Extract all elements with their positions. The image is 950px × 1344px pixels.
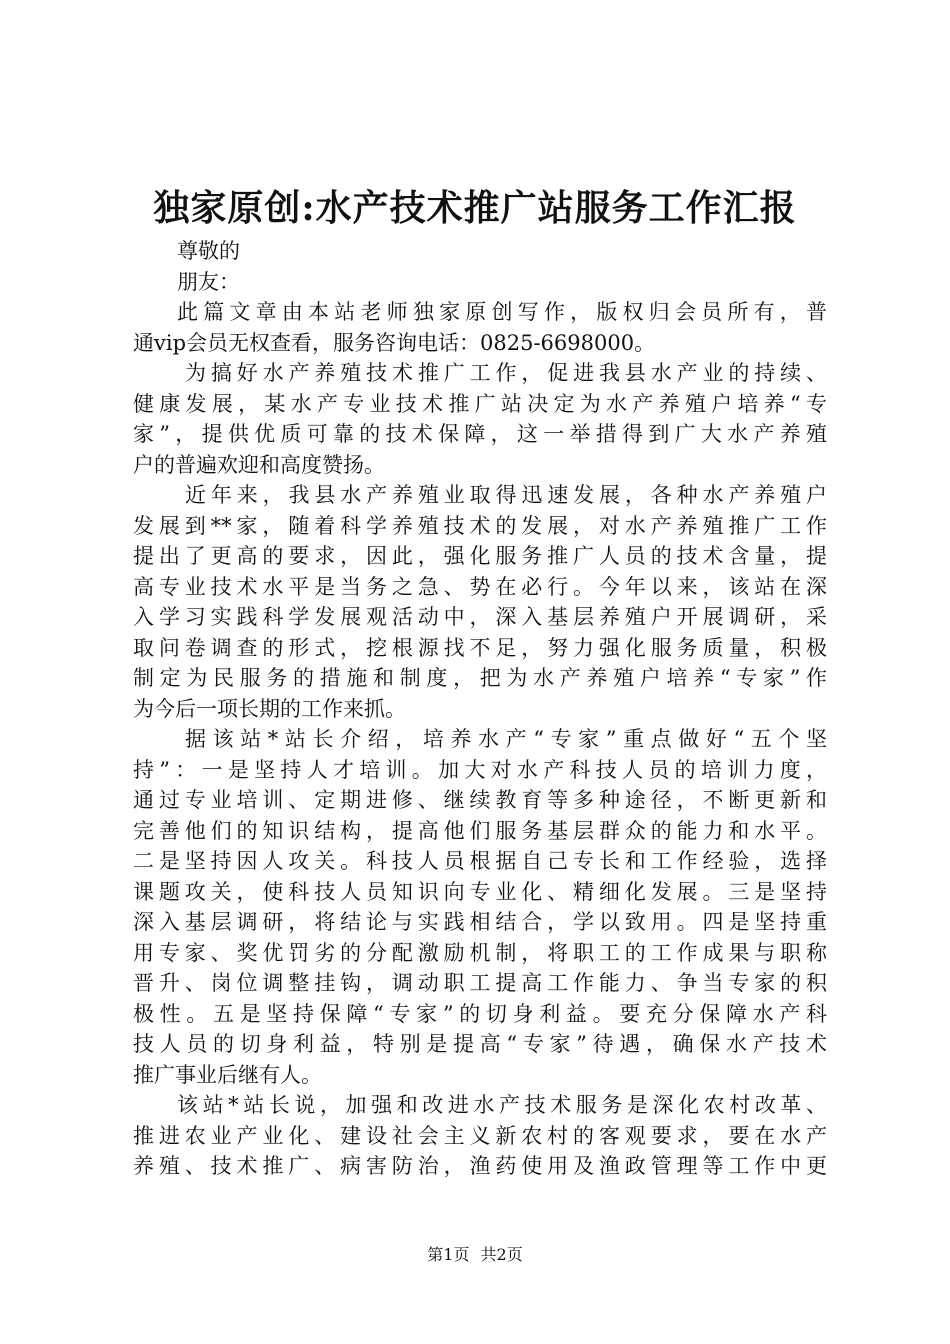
paragraph-line: 晋升、岗位调整挂钩，调动职工提高工作能力、争当专家的积: [133, 971, 827, 995]
paragraph-line: 发展到**家，随着科学养殖技术的发展，对水产养殖推广工作: [133, 513, 827, 538]
paragraph-line: 健康发展，某水产专业技术推广站决定为水产养殖户培养“专: [133, 391, 827, 416]
paragraph: [133, 1090, 827, 1182]
paragraph-line: 养殖、技术推广、病害防治，渔药使用及渔政管理等工作中更: [133, 1154, 827, 1178]
paragraph-line: 提出了更高的要求，因此，强化服务推广人员的技术含量，提: [133, 544, 827, 568]
paragraph: [133, 297, 827, 358]
paragraph-line: 为今后一项长期的工作来抓。: [133, 696, 406, 721]
paragraph-line: 深入基层调研，将结论与实践相结合，学以致用。四是坚持重: [133, 910, 827, 934]
paragraph: [133, 358, 827, 480]
paragraph: [133, 724, 827, 1090]
paragraph-line: 为搞好水产养殖技术推广工作，促进我县水产业的持续、: [185, 361, 827, 385]
paragraph-line: 据该站*站长介绍，培养水产“专家”重点做好“五个坚: [185, 727, 827, 751]
paragraph-line: 极性。五是坚持保障“专家”的切身利益。要充分保障水产科: [133, 1001, 827, 1026]
paragraph-line: 技人员的切身利益，特别是提高“专家”待遇，确保水产技术: [133, 1032, 827, 1056]
page-footer: [0, 1244, 950, 1266]
document-title: 独家原创:水产技术推广站服务工作汇报: [153, 187, 797, 229]
paragraph-line: 户的普遍欢迎和高度赞扬。: [133, 452, 385, 477]
paragraph-line: 通过专业培训、定期进修、继续教育等多种途径，不断更新和: [133, 788, 827, 812]
salutation-line: 朋友：: [177, 269, 240, 294]
page-total: 共2页: [480, 1245, 523, 1264]
paragraph: [133, 480, 827, 724]
paragraph-line: 制定为民服务的措施和制度，把为水产养殖户培养“专家”作: [133, 666, 827, 690]
paragraph-line: 完善他们的知识结构，提高他们服务基层群众的能力和水平。: [133, 818, 827, 843]
page-number: 第1页: [427, 1245, 470, 1264]
paragraph-line: 近年来，我县水产养殖业取得迅速发展，各种水产养殖户: [185, 483, 827, 507]
paragraph-line: 课题攻关，使科技人员知识向专业化、精细化发展。三是坚持: [133, 879, 827, 904]
paragraph-line: 推广事业后继有人。: [133, 1062, 322, 1087]
paragraph-line: 家”，提供优质可靠的技术保障，这一举措得到广大水产养殖: [133, 422, 827, 446]
salutation-line: 尊敬的: [177, 239, 240, 263]
document-body: [133, 236, 827, 1182]
paragraph-line: 推进农业产业化、建设社会主义新农村的客观要求，要在水产: [133, 1123, 827, 1148]
paragraph-line: 高专业技术水平是当务之急、势在必行。今年以来，该站在深: [133, 574, 827, 599]
paragraph-line: 用专家、奖优罚劣的分配激励机制，将职工的工作成果与职称: [133, 940, 827, 965]
paragraph-line: 二是坚持因人攻关。科技人员根据自己专长和工作经验，选择: [133, 849, 827, 873]
paragraph-line: 通vip会员无权查看，服务咨询电话：0825-6698000。: [133, 330, 656, 355]
paragraph-line: 入学习实践科学发展观活动中，深入基层养殖户开展调研，采: [133, 605, 827, 629]
paragraph-line: 此篇文章由本站老师独家原创写作，版权归会员所有，普: [177, 300, 827, 324]
paragraph-line: 取问卷调查的形式，挖根源找不足，努力强化服务质量，积极: [133, 635, 827, 660]
paragraph-line: 持”：一是坚持人才培训。加大对水产科技人员的培训力度，: [133, 757, 827, 782]
paragraph-line: 该站*站长说，加强和改进水产技术服务是深化农村改革、: [177, 1093, 827, 1117]
